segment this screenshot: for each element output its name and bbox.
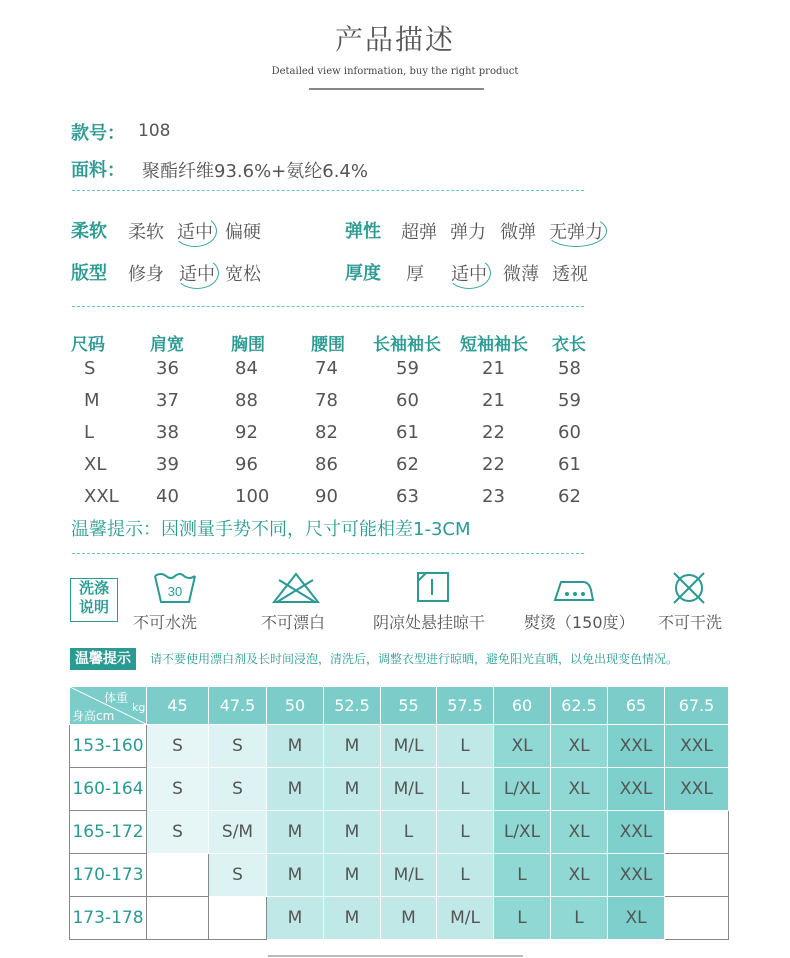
recommended-size-cell: M/L bbox=[381, 854, 437, 897]
care-label: 不可水洗 bbox=[133, 613, 198, 632]
recommended-size-cell: S/M bbox=[209, 811, 267, 854]
elasticity-option: 弹力 bbox=[450, 222, 486, 243]
size-value-cell: 74 bbox=[315, 358, 338, 379]
size-header: 胸围 bbox=[231, 335, 265, 355]
fit-chart-row bbox=[70, 897, 729, 940]
softness-option-selected: 适中 bbox=[177, 218, 213, 244]
fit-option: 修身 bbox=[128, 264, 164, 285]
height-range-cell: 153-160 bbox=[70, 725, 147, 768]
size-value-cell: 59 bbox=[558, 390, 581, 411]
corner-weight-unit: kg bbox=[132, 701, 146, 714]
recommended-size-cell: L bbox=[551, 897, 608, 940]
fit-chart-row bbox=[70, 811, 729, 854]
recommended-size-cell: L bbox=[437, 725, 494, 768]
height-range-cell: 173-178 bbox=[70, 897, 147, 940]
size-value-cell: 88 bbox=[235, 390, 258, 411]
size-name-cell: XL bbox=[84, 454, 107, 475]
empty-size-cell bbox=[665, 811, 729, 854]
size-name-cell: M bbox=[84, 390, 100, 411]
care-label: 熨烫（150度） bbox=[524, 613, 635, 632]
height-range-cell: 170-173 bbox=[70, 854, 147, 897]
recommended-size-cell: M/L bbox=[381, 768, 437, 811]
empty-size-cell bbox=[665, 897, 729, 940]
elasticity-option-selected: 无弹力 bbox=[549, 218, 603, 244]
size-value-cell: 38 bbox=[156, 422, 179, 443]
weight-header-cell: 50 bbox=[267, 687, 324, 725]
care-label: 阴凉处悬挂晾干 bbox=[373, 613, 486, 632]
size-value-cell: 22 bbox=[482, 454, 505, 475]
style-value: 108 bbox=[138, 121, 171, 141]
recommended-size-cell: L bbox=[437, 768, 494, 811]
softness-label: 柔软 bbox=[71, 221, 107, 242]
size-header: 腰围 bbox=[311, 335, 345, 355]
size-value-cell: 61 bbox=[396, 422, 419, 443]
empty-size-cell bbox=[209, 897, 267, 940]
elasticity-label: 弹性 bbox=[345, 221, 381, 242]
fit-chart-corner bbox=[70, 687, 147, 725]
size-value-cell: 90 bbox=[315, 486, 338, 507]
size-name-cell: XXL bbox=[84, 486, 119, 507]
thickness-option: 微薄 bbox=[503, 264, 539, 285]
size-value-cell: 36 bbox=[156, 358, 179, 379]
recommended-size-cell: S bbox=[209, 725, 267, 768]
recommended-size-cell: L/XL bbox=[494, 811, 551, 854]
size-value-cell: 63 bbox=[396, 486, 419, 507]
elasticity-option: 超弹 bbox=[401, 222, 437, 243]
recommended-size-cell: M bbox=[267, 811, 324, 854]
size-value-cell: 60 bbox=[558, 422, 581, 443]
recommended-size-cell: XXL bbox=[665, 768, 729, 811]
fit-chart-row bbox=[70, 854, 729, 897]
size-value-cell: 58 bbox=[558, 358, 581, 379]
size-value-cell: 96 bbox=[235, 454, 258, 475]
recommended-size-cell: XL bbox=[551, 725, 608, 768]
hang-dry-shade-icon bbox=[416, 571, 450, 603]
recommended-size-cell: M bbox=[267, 725, 324, 768]
fabric-value: 聚酯纤维93.6%+氨纶6.4% bbox=[142, 161, 368, 182]
fabric-label: 面料： bbox=[71, 160, 125, 181]
divider bbox=[72, 306, 584, 307]
weight-header-cell: 52.5 bbox=[324, 687, 381, 725]
recommended-size-cell: XL bbox=[551, 768, 608, 811]
size-value-cell: 59 bbox=[396, 358, 419, 379]
fit-chart-row bbox=[70, 768, 729, 811]
size-value-cell: 60 bbox=[396, 390, 419, 411]
empty-size-cell bbox=[147, 897, 209, 940]
size-value-cell: 86 bbox=[315, 454, 338, 475]
divider bbox=[72, 553, 584, 554]
size-name-cell: S bbox=[84, 358, 96, 379]
size-value-cell: 92 bbox=[235, 422, 258, 443]
recommended-size-cell: L bbox=[381, 811, 437, 854]
fit-chart-row bbox=[70, 725, 729, 768]
thickness-option: 透视 bbox=[552, 264, 588, 285]
recommended-size-cell: M/L bbox=[381, 725, 437, 768]
recommended-size-cell: XL bbox=[551, 811, 608, 854]
corner-weight: 体重 bbox=[104, 691, 129, 705]
elasticity-option: 微弹 bbox=[500, 222, 536, 243]
fit-label: 版型 bbox=[71, 263, 107, 284]
recommended-size-cell: S bbox=[209, 768, 267, 811]
recommended-size-cell: M bbox=[267, 897, 324, 940]
no-bleach-icon bbox=[271, 572, 321, 604]
size-header: 肩宽 bbox=[150, 335, 184, 355]
recommended-size-cell: M bbox=[267, 768, 324, 811]
divider bbox=[72, 190, 584, 191]
weight-header-cell: 47.5 bbox=[209, 687, 267, 725]
weight-header-cell: 55 bbox=[381, 687, 437, 725]
recommended-size-cell: M bbox=[267, 854, 324, 897]
care-label: 不可干洗 bbox=[658, 613, 723, 632]
fit-chart-header-row bbox=[70, 687, 729, 725]
size-value-cell: 39 bbox=[156, 454, 179, 475]
size-value-cell: 84 bbox=[235, 358, 258, 379]
size-header: 短袖袖长 bbox=[460, 335, 528, 355]
size-value-cell: 21 bbox=[482, 358, 505, 379]
page-title: 产品描述 bbox=[334, 23, 455, 56]
care-tip-text: 请不要使用漂白剂及长时间浸泡，清洗后，调整衣型进行晾晒，避免阳光直晒，以免出现变色情况。 bbox=[150, 652, 679, 666]
softness-option: 柔软 bbox=[128, 222, 164, 243]
bottom-divider bbox=[268, 955, 523, 957]
size-value-cell: 61 bbox=[558, 454, 581, 475]
no-dry-clean-icon bbox=[671, 571, 707, 605]
softness-option: 偏硬 bbox=[225, 222, 261, 243]
size-value-cell: 78 bbox=[315, 390, 338, 411]
recommended-size-cell: L bbox=[437, 811, 494, 854]
fit-chart bbox=[69, 686, 729, 940]
recommended-size-cell: L bbox=[494, 897, 551, 940]
recommended-size-cell: L/XL bbox=[494, 768, 551, 811]
wash-30-icon bbox=[152, 570, 198, 606]
size-value-cell: 100 bbox=[235, 486, 270, 507]
empty-size-cell bbox=[665, 854, 729, 897]
recommended-size-cell: XXL bbox=[608, 768, 665, 811]
corner-height: 身高cm bbox=[72, 709, 115, 723]
size-value-cell: 22 bbox=[482, 422, 505, 443]
empty-size-cell bbox=[147, 854, 209, 897]
recommended-size-cell: L bbox=[494, 854, 551, 897]
recommended-size-cell: M bbox=[324, 811, 381, 854]
size-value-cell: 62 bbox=[558, 486, 581, 507]
size-value-cell: 21 bbox=[482, 390, 505, 411]
wash-instructions-label: 洗涤 说明 bbox=[70, 578, 118, 622]
recommended-size-cell: M bbox=[381, 897, 437, 940]
recommended-size-cell: XL bbox=[608, 897, 665, 940]
care-label: 不可漂白 bbox=[261, 613, 326, 632]
thickness-option: 厚 bbox=[406, 264, 424, 285]
tip-badge: 温馨提示 bbox=[70, 648, 136, 670]
recommended-size-cell: S bbox=[147, 768, 209, 811]
thickness-label: 厚度 bbox=[345, 263, 381, 284]
recommended-size-cell: S bbox=[147, 725, 209, 768]
size-value-cell: 23 bbox=[482, 486, 505, 507]
size-name-cell: L bbox=[84, 422, 95, 443]
fit-option: 宽松 bbox=[225, 264, 261, 285]
size-value-cell: 62 bbox=[396, 454, 419, 475]
style-label: 款号： bbox=[71, 123, 125, 144]
height-range-cell: 160-164 bbox=[70, 768, 147, 811]
recommended-size-cell: XXL bbox=[608, 725, 665, 768]
size-value-cell: 40 bbox=[156, 486, 179, 507]
page-subtitle: Detailed view information, buy the right product bbox=[271, 66, 519, 77]
recommended-size-cell: XL bbox=[494, 725, 551, 768]
weight-header-cell: 57.5 bbox=[437, 687, 494, 725]
recommended-size-cell: S bbox=[209, 854, 267, 897]
weight-header-cell: 62.5 bbox=[551, 687, 608, 725]
weight-header-cell: 60 bbox=[494, 687, 551, 725]
recommended-size-cell: XL bbox=[551, 854, 608, 897]
size-value-cell: 37 bbox=[156, 390, 179, 411]
recommended-size-cell: M bbox=[324, 897, 381, 940]
measurement-note: 温馨提示：因测量手势不同，尺寸可能相差1-3CM bbox=[71, 519, 471, 540]
size-header: 衣长 bbox=[552, 335, 586, 355]
height-range-cell: 165-172 bbox=[70, 811, 147, 854]
recommended-size-cell: XXL bbox=[665, 725, 729, 768]
svg-text:30: 30 bbox=[167, 584, 183, 599]
recommended-size-cell: M/L bbox=[437, 897, 494, 940]
iron-icon bbox=[549, 576, 595, 602]
recommended-size-cell: M bbox=[324, 854, 381, 897]
recommended-size-cell: XXL bbox=[608, 811, 665, 854]
fit-option-selected: 适中 bbox=[179, 260, 215, 286]
recommended-size-cell: L bbox=[437, 854, 494, 897]
weight-header-cell: 65 bbox=[608, 687, 665, 725]
recommended-size-cell: XXL bbox=[608, 854, 665, 897]
size-value-cell: 82 bbox=[315, 422, 338, 443]
recommended-size-cell: M bbox=[324, 725, 381, 768]
size-header: 长袖袖长 bbox=[373, 335, 441, 355]
weight-header-cell: 45 bbox=[147, 687, 209, 725]
title-underline bbox=[309, 88, 484, 90]
size-header: 尺码 bbox=[71, 335, 105, 355]
thickness-option-selected: 适中 bbox=[451, 260, 487, 286]
weight-header-cell: 67.5 bbox=[665, 687, 729, 725]
recommended-size-cell: S bbox=[147, 811, 209, 854]
recommended-size-cell: M bbox=[324, 768, 381, 811]
